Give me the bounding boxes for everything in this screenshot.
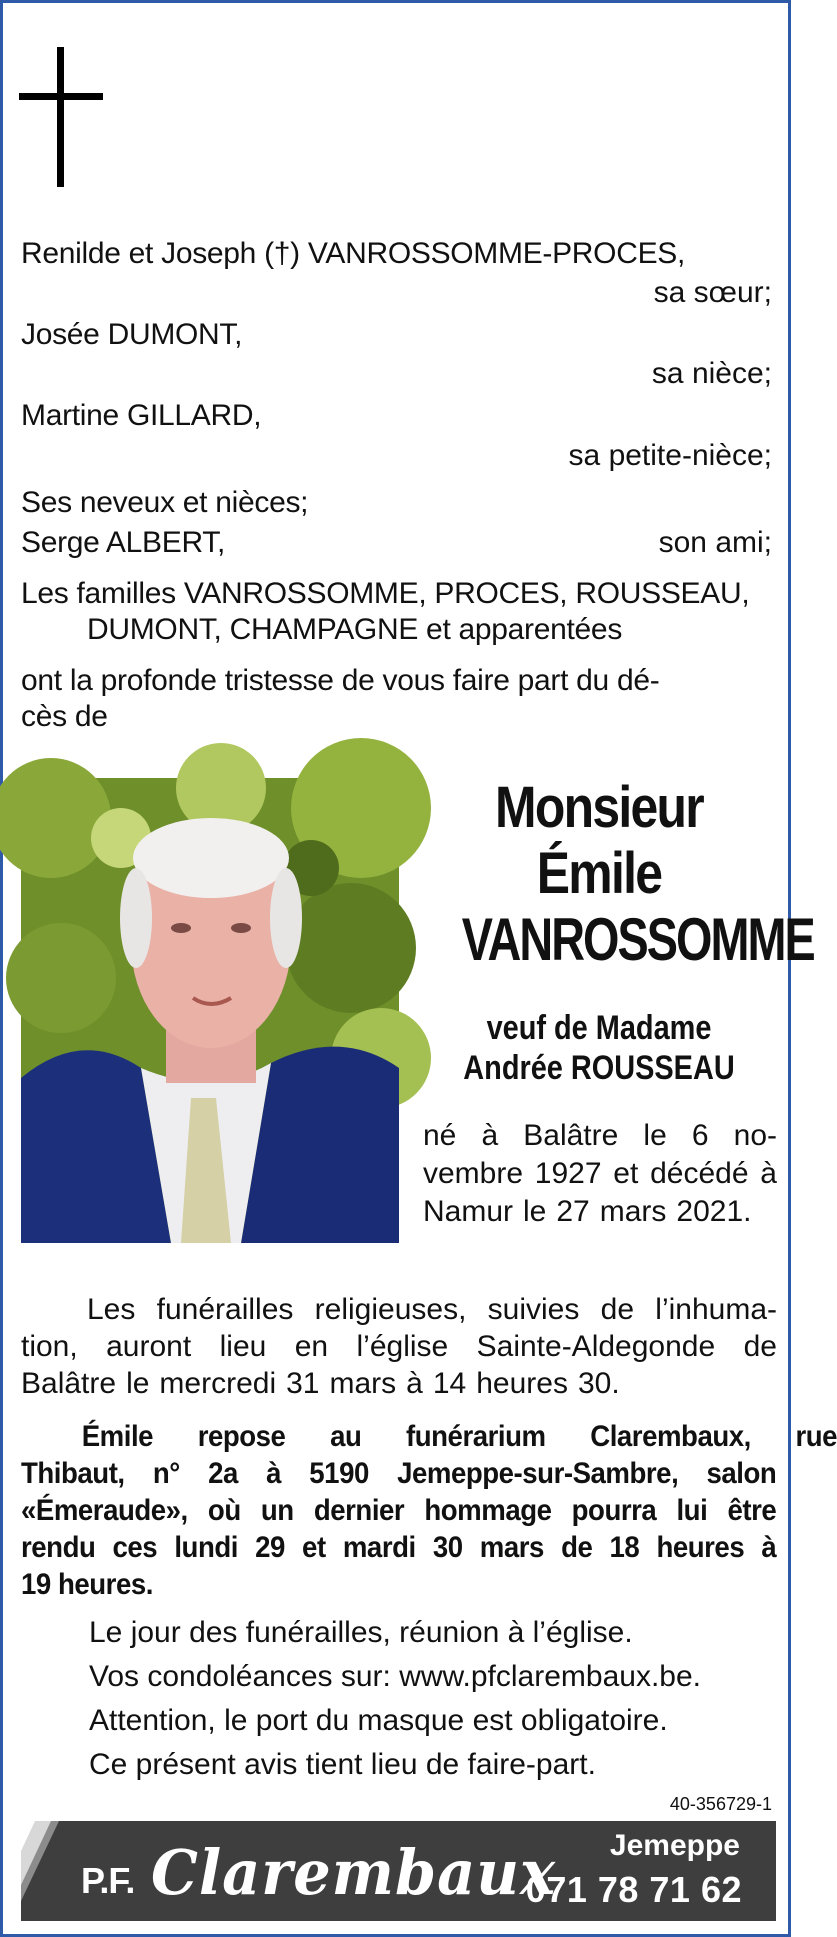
birth-death-info — [423, 1117, 777, 1231]
banner-prefix: P.F. — [81, 1860, 135, 1901]
family-line-grandniece: Martine GILLARD, — [21, 399, 262, 432]
deceased-title: Monsieur — [495, 775, 703, 840]
deceased-last-name: VANROSSOMME — [461, 906, 814, 973]
family-line-friend: Serge ALBERT, — [21, 526, 226, 559]
birth-line-2: vembre 1927 et décédé à — [423, 1157, 777, 1190]
family-line-nephews: Ses neveux et nièces; — [21, 486, 309, 519]
family-line-families-cont: DUMONT, CHAMPAGNE et apparentées — [87, 613, 623, 646]
repose-line-4: rendu ces lundi 29 et mardi 30 mars de 18 heures à — [21, 1531, 777, 1564]
repose-line-1: Émile repose au funérarium Clarembaux, rue — [81, 1420, 837, 1453]
reference-number: 40-356729-1 — [669, 1794, 772, 1814]
repose-line-2: Thibaut, n° 2a à 5190 Jemeppe-sur-Sambre, salon — [21, 1457, 777, 1490]
cross-icon — [19, 47, 103, 187]
widower-line-1: veuf de Madame — [486, 1009, 712, 1047]
birth-line-1: né à Balâtre le 6 no- — [423, 1119, 777, 1152]
birth-line-3: Namur le 27 mars 2021. — [423, 1195, 752, 1228]
funeral-line-1: Les funérailles religieuses, suivies de l’inhuma- — [87, 1293, 777, 1326]
banner-town: Jemeppe — [609, 1829, 740, 1862]
relation-niece: sa nièce; — [651, 357, 772, 390]
funeral-home-banner — [21, 1821, 776, 1921]
funeral-line-3: Balâtre le mercredi 31 mars à 14 heures 30. — [21, 1367, 620, 1400]
repose-line-5: 19 heures. — [21, 1568, 153, 1601]
widower-line-2: Andrée ROUSSEAU — [463, 1049, 735, 1087]
funeral-line-2: tion, auront lieu en l’église Sainte-Aldegonde de — [21, 1330, 777, 1363]
repose-paragraph — [21, 1418, 837, 1603]
repose-line-3: «Émeraude», où un dernier hommage pourra lui être — [21, 1494, 777, 1527]
reunion-note: Le jour des funérailles, réunion à l’église. — [89, 1616, 633, 1649]
relation-sister: sa sœur; — [653, 276, 772, 309]
family-line-families: Les familles VANROSSOMME, PROCES, ROUSSEAU, — [21, 577, 750, 610]
announcement-line-cont: cès de — [21, 700, 108, 733]
relation-friend: son ami; — [658, 526, 772, 559]
banner-phone: 071 78 71 62 — [525, 1869, 742, 1910]
mask-note: Attention, le port du masque est obligatoire. — [89, 1704, 668, 1737]
family-line-sister: Renilde et Joseph (†) VANROSSOMME-PROCES, — [21, 237, 686, 270]
deceased-photo — [21, 778, 399, 1243]
funeral-paragraph — [21, 1291, 777, 1402]
deceased-first-name: Émile — [536, 841, 662, 906]
notice-note: Ce présent avis tient lieu de faire-part. — [89, 1748, 596, 1781]
family-line-niece: Josée DUMONT, — [21, 318, 243, 351]
banner-brand: Clarembaux — [151, 1836, 557, 1909]
announcement-line: ont la profonde tristesse de vous faire part du dé- — [21, 664, 660, 697]
page-curl-icon — [21, 1821, 81, 1921]
condolences-note: Vos condoléances sur: www.pfclarembaux.be. — [89, 1660, 701, 1693]
relation-grandniece: sa petite-nièce; — [568, 439, 772, 472]
